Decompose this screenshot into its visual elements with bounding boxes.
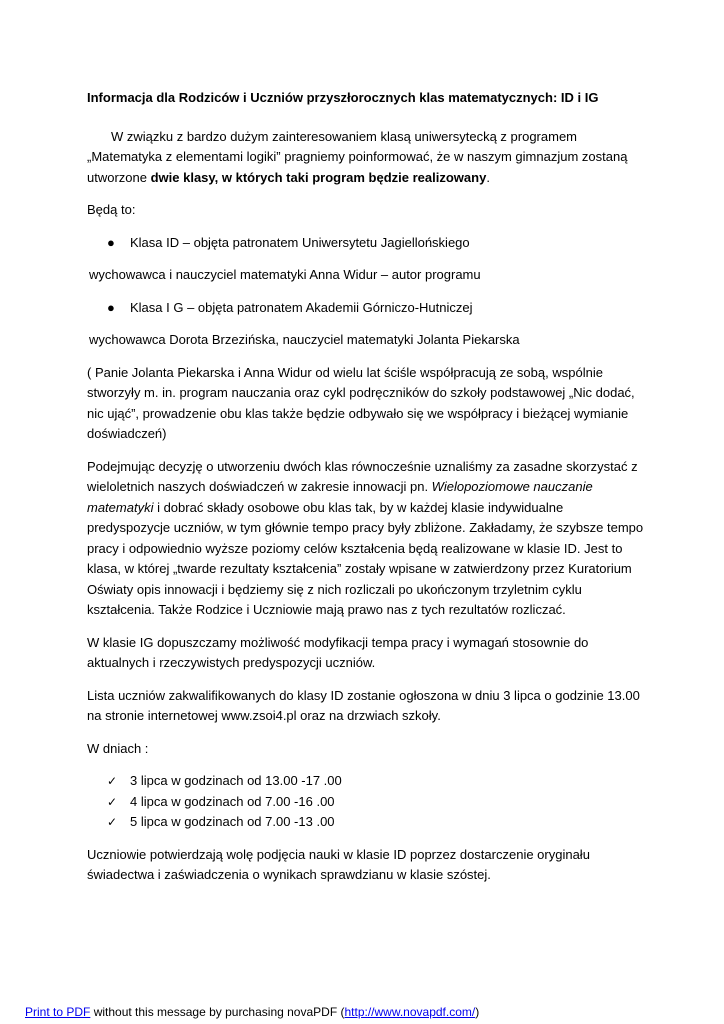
document-title: Informacja dla Rodziców i Uczniów przyszłorocznych klas matematycznych: ID i IG bbox=[87, 90, 599, 105]
intro-paragraph bbox=[87, 127, 647, 189]
intro-end: . bbox=[486, 169, 490, 185]
footer-middle-text: without this message by purchasing novaPDF ( bbox=[90, 1005, 345, 1019]
list-item bbox=[107, 812, 647, 833]
ig-paragraph: W klasie IG dopuszczamy możliwość modyfikacji tempa pracy i wymagań stosownie do aktualnych i rzeczywistych predyspozycji uczniów. bbox=[87, 634, 589, 670]
checkmark-icon: ✓ bbox=[107, 774, 118, 788]
bullet-icon: ● bbox=[107, 234, 115, 250]
bullet-item-class-id bbox=[107, 233, 647, 254]
closing-paragraph: Uczniowie potwierdzają wolę podjęcia nauki w klasie ID poprzez dostarczenie oryginału świadectwa i zaświadczenia o wynikach sprawdzianu w klasie szóstej. bbox=[87, 846, 590, 882]
intro-bold-text: dwie klasy, w których taki program będzie realizowany bbox=[150, 169, 487, 185]
list-item bbox=[107, 792, 647, 813]
class-ig-teacher: wychowawca Dorota Brzezińska, nauczyciel matematyki Jolanta Piekarska bbox=[89, 332, 520, 347]
class-id-teacher: wychowawca i nauczyciel matematyki Anna Widur – autor programu bbox=[89, 267, 481, 282]
w-dniach-line: W dniach : bbox=[87, 740, 149, 756]
innovation-name: Wielopoziomowe nauczanie matematyki bbox=[87, 479, 593, 515]
dates-list bbox=[107, 771, 647, 833]
decision-text-start: Podejmując decyzję o utworzeniu dwóch klas równocześnie uznaliśmy za zasadne skorzystać z wieloletnich naszych doświadczeń w zakresie innowacji pn. bbox=[87, 458, 638, 494]
pdf-footer bbox=[25, 1004, 479, 1020]
class-ig-label: Klasa I G – objęta patronatem Akademii Górniczo-Hutniczej bbox=[130, 299, 473, 315]
beda-to-line: Będą to: bbox=[87, 202, 136, 217]
checkmark-icon: ✓ bbox=[107, 794, 118, 809]
document-body bbox=[87, 88, 647, 898]
intro-text: W związku z bardzo dużym zainteresowaniem klasą uniwersytecką z programem „Matematyka z elementami logiki” pragniemy poinformować, że w naszym gimnazjum zostaną utworzone bbox=[87, 128, 628, 185]
checkmark-icon: ✓ bbox=[107, 815, 118, 829]
print-to-pdf-link[interactable]: Print to PDF bbox=[25, 1005, 91, 1019]
list-item bbox=[107, 771, 647, 792]
cooperation-paragraph: ( Panie Jolanta Piekarska i Anna Widur od wielu lat ściśle współpracują ze sobą, wspólnie stworzyły m. in. program nauczania oraz cykl podręczników do szkoły podstawowej „Nic dodać, nic ująć”, prowadzenie obu klas także będzie odbywało się we współpracy i bieżącej wymianie doświadczeń) bbox=[87, 364, 635, 441]
decision-text-end: i dobrać składy osobowe obu klas tak, by w każdej klasie indywidualne predyspozycje uczniów, w tym głównie tempo pracy były zbliżone. Zakładamy, że szybsze tempo pracy i odpowiednio wyższe poziomy celów kształcenia będą realizowane w klasie ID. Jest to klasa, w której „twarde rezultaty kształcenia” zostały wpisane w zatwierdzony przez Kuratorium Oświaty opis innowacji i będziemy się z nich rozliczali po ukończonym trzyletnim cyklu kształcenia. Także Rodzice i Uczniowie mają prawo nas z tych rezultatów rozliczać. bbox=[87, 499, 644, 617]
bullet-item-class-ig bbox=[107, 298, 647, 319]
class-id-label: Klasa ID – objęta patronatem Uniwersytetu Jagiellońskiego bbox=[130, 234, 470, 250]
footer-end-text: ) bbox=[475, 1005, 480, 1019]
date-item: 5 lipca w godzinach od 7.00 -13 .00 bbox=[130, 814, 335, 829]
decision-paragraph bbox=[87, 457, 647, 621]
bullet-icon: ● bbox=[107, 299, 115, 315]
list-paragraph: Lista uczniów zakwalifikowanych do klasy ID zostanie ogłoszona w dniu 3 lipca o godzinie 13.00 na stronie internetowej www.zsoi4.pl oraz na drzwiach szkoły. bbox=[87, 687, 640, 723]
date-item: 4 lipca w godzinach od 7.00 -16 .00 bbox=[130, 793, 335, 809]
novapdf-url-link[interactable]: http://www.novapdf.com/ bbox=[344, 1005, 476, 1019]
date-item: 3 lipca w godzinach od 13.00 -17 .00 bbox=[130, 773, 342, 788]
